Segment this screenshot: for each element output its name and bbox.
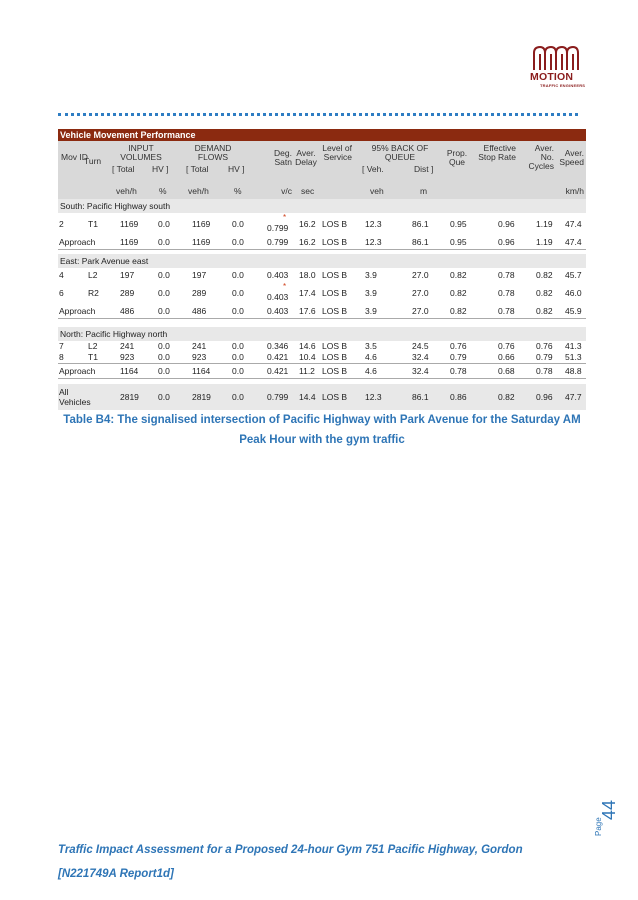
cell-mov: 6 xyxy=(59,288,64,298)
cell-veh: 12.3 xyxy=(365,392,382,402)
cell-veh: 3.9 xyxy=(365,270,377,280)
cell-cyc: 0.82 xyxy=(536,270,553,280)
cell-in-hv: 0.0 xyxy=(158,288,170,298)
page-number-value: 44 xyxy=(599,799,619,820)
hdr-aver-no-cycles: Aver. No. Cycles xyxy=(528,143,554,171)
unit-delay: sec xyxy=(301,186,315,196)
cell-los: LOS B xyxy=(322,341,348,351)
hdr-deg-satn: Deg. Satn xyxy=(274,148,292,167)
hdr-effective-stop-rate: Effective Stop Rate xyxy=(478,143,516,162)
cell-in-total: 1169 xyxy=(120,237,139,247)
cell-deg: 0.799 xyxy=(267,237,289,247)
cell-que: 0.76 xyxy=(450,341,467,351)
unit-in-total: veh/h xyxy=(116,186,137,196)
dotted-divider xyxy=(58,113,578,119)
cell-deg: 0.403 xyxy=(267,306,289,316)
table-header xyxy=(58,141,586,199)
cell-dem-total: 289 xyxy=(192,288,207,298)
page-number xyxy=(590,798,620,838)
approach-row xyxy=(58,363,586,379)
table-row xyxy=(58,341,586,352)
critical-star: * xyxy=(283,282,287,291)
cell-los: LOS B xyxy=(322,270,348,280)
cell-cyc: 0.76 xyxy=(536,341,553,351)
cell-cyc: 1.19 xyxy=(536,219,553,229)
cell-turn: T1 xyxy=(88,219,98,229)
footer-reference: [N221749A Report1d] xyxy=(58,868,174,880)
cell-cyc: 0.78 xyxy=(536,366,553,376)
cell-dem-hv: 0.0 xyxy=(232,219,244,229)
cell-delay: 14.6 xyxy=(299,341,316,351)
hdr-veh: [ Veh. xyxy=(362,164,384,174)
unit-dem-total: veh/h xyxy=(188,186,209,196)
cell-in-total: 486 xyxy=(120,306,135,316)
cell-deg: 0.799 xyxy=(267,392,289,402)
cell-delay: 16.2 xyxy=(299,237,316,247)
hdr-dem-hv: HV ] xyxy=(228,164,245,174)
cell-dist: 32.4 xyxy=(412,352,429,362)
hdr-in-hv: HV ] xyxy=(152,164,169,174)
cell-dem-hv: 0.0 xyxy=(232,341,244,351)
cell-speed: 41.3 xyxy=(565,341,582,351)
logo-wordmark: MOTION xyxy=(530,71,574,83)
cell-deg: 0.403 xyxy=(267,292,289,302)
cell-turn: T1 xyxy=(88,352,98,362)
hdr-prop-que: Prop. Que xyxy=(446,148,468,167)
cell-cyc: 1.19 xyxy=(536,237,553,247)
cell-dist: 86.1 xyxy=(412,237,429,247)
cell-speed: 47.4 xyxy=(565,237,582,247)
cell-stop: 0.66 xyxy=(498,352,515,362)
cell-delay: 10.4 xyxy=(299,352,316,362)
cell-dem-hv: 0.0 xyxy=(232,288,244,298)
cell-delay: 18.0 xyxy=(299,270,316,280)
cell-dist: 86.1 xyxy=(412,219,429,229)
cell-cyc: 0.96 xyxy=(536,392,553,402)
cell-dist: 24.5 xyxy=(412,341,429,351)
cell-turn: R2 xyxy=(88,288,99,298)
cell-deg: 0.403 xyxy=(267,270,289,280)
section-heading: East: Park Avenue east xyxy=(58,254,586,268)
cell-in-hv: 0.0 xyxy=(158,237,170,247)
cell-dem-hv: 0.0 xyxy=(232,306,244,316)
cell-dem-total: 2819 xyxy=(192,392,211,402)
cell-in-hv: 0.0 xyxy=(158,352,170,362)
cell-que: 0.86 xyxy=(450,392,467,402)
cell-que: 0.95 xyxy=(450,219,467,229)
cell-que: 0.82 xyxy=(450,270,467,280)
cell-in-hv: 0.0 xyxy=(158,341,170,351)
cell-in-total: 289 xyxy=(120,288,135,298)
table-caption xyxy=(58,410,586,450)
motion-logo-icon xyxy=(532,45,580,71)
cell-in-total: 1164 xyxy=(120,366,139,376)
cell-speed: 48.8 xyxy=(565,366,582,376)
cell-turn: L2 xyxy=(88,341,98,351)
cell-in-hv: 0.0 xyxy=(158,306,170,316)
cell-label: Approach xyxy=(59,237,96,247)
footer-title: Traffic Impact Assessment for a Proposed 24-hour Gym 751 Pacific Highway, Gordon xyxy=(58,844,523,856)
cell-veh: 12.3 xyxy=(365,237,382,247)
cell-deg: 0.421 xyxy=(267,366,289,376)
all-vehicles-row xyxy=(58,384,586,410)
cell-los: LOS B xyxy=(322,352,348,362)
cell-delay: 11.2 xyxy=(299,366,315,376)
cell-turn: L2 xyxy=(88,270,98,280)
cell-dem-total: 1169 xyxy=(192,237,211,247)
cell-mov: 2 xyxy=(59,219,64,229)
cell-mov: 8 xyxy=(59,352,64,362)
cell-cyc: 0.79 xyxy=(536,352,553,362)
cell-veh: 12.3 xyxy=(365,219,382,229)
cell-veh: 4.6 xyxy=(365,366,377,376)
cell-in-hv: 0.0 xyxy=(158,270,170,280)
hdr-in-total: [ Total xyxy=(112,164,135,174)
spacer xyxy=(58,319,586,327)
cell-dist: 27.0 xyxy=(412,306,429,316)
unit-veh: veh xyxy=(370,186,384,196)
page-label: Page xyxy=(594,817,603,836)
cell-dem-hv: 0.0 xyxy=(232,352,244,362)
approach-row xyxy=(58,235,586,250)
unit-dem-hv: % xyxy=(234,186,242,196)
cell-los: LOS B xyxy=(322,366,348,376)
table-row xyxy=(58,213,586,235)
cell-deg: 0.346 xyxy=(267,341,289,351)
cell-los: LOS B xyxy=(322,219,348,229)
table-row xyxy=(58,268,586,282)
unit-speed: km/h xyxy=(565,186,584,196)
cell-stop: 0.96 xyxy=(498,237,515,247)
cell-stop: 0.76 xyxy=(498,341,515,351)
hdr-aver-delay: Aver. Delay xyxy=(295,148,317,167)
cell-stop: 0.78 xyxy=(498,306,515,316)
cell-cyc: 0.82 xyxy=(536,288,553,298)
cell-los: LOS B xyxy=(322,306,348,316)
cell-dem-hv: 0.0 xyxy=(232,366,244,376)
cell-stop: 0.96 xyxy=(498,219,515,229)
cell-in-hv: 0.0 xyxy=(158,219,170,229)
cell-delay: 17.6 xyxy=(299,306,316,316)
cell-speed: 45.7 xyxy=(565,270,582,280)
hdr-demand-flows: DEMAND FLOWS xyxy=(194,143,232,162)
cell-veh: 3.5 xyxy=(365,341,377,351)
cell-deg: 0.799 xyxy=(267,223,289,233)
cell-speed: 46.0 xyxy=(565,288,582,298)
caption-line-1: Table B4: The signalised intersection of Pacific Highway with Park Avenue for the Saturday AM xyxy=(63,414,581,426)
unit-in-hv: % xyxy=(159,186,167,196)
cell-stop: 0.78 xyxy=(498,270,515,280)
cell-dem-total: 1169 xyxy=(192,219,211,229)
cell-in-total: 1169 xyxy=(120,219,139,229)
section-heading: South: Pacific Highway south xyxy=(58,199,586,213)
cell-que: 0.82 xyxy=(450,288,467,298)
cell-dem-hv: 0.0 xyxy=(232,237,244,247)
cell-que: 0.82 xyxy=(450,306,467,316)
cell-que: 0.78 xyxy=(450,366,467,376)
cell-dem-total: 923 xyxy=(192,352,207,362)
company-logo xyxy=(530,45,586,93)
caption-line-2: Peak Hour with the gym traffic xyxy=(239,434,405,446)
cell-dem-total: 197 xyxy=(192,270,207,280)
cell-in-total: 2819 xyxy=(120,392,139,402)
cell-label: Approach xyxy=(59,366,96,376)
cell-in-hv: 0.0 xyxy=(158,366,170,376)
cell-dem-hv: 0.0 xyxy=(232,270,244,280)
cell-stop: 0.68 xyxy=(498,366,515,376)
cell-in-hv: 0.0 xyxy=(158,392,170,402)
cell-dist: 32.4 xyxy=(412,366,429,376)
cell-in-total: 923 xyxy=(120,352,135,362)
cell-stop: 0.82 xyxy=(498,392,515,402)
cell-stop: 0.78 xyxy=(498,288,515,298)
table-title: Vehicle Movement Performance xyxy=(58,129,586,141)
cell-in-total: 197 xyxy=(120,270,135,280)
logo-subtitle: TRAFFIC ENGINEERS xyxy=(540,83,586,88)
unit-deg: v/c xyxy=(281,186,292,196)
section-heading: North: Pacific Highway north xyxy=(58,327,586,341)
cell-los: LOS B xyxy=(322,392,348,402)
cell-dist: 86.1 xyxy=(412,392,429,402)
cell-speed: 47.7 xyxy=(565,392,582,402)
cell-delay: 16.2 xyxy=(299,219,316,229)
cell-dem-total: 486 xyxy=(192,306,207,316)
cell-cyc: 0.82 xyxy=(536,306,553,316)
cell-deg: 0.421 xyxy=(267,352,289,362)
unit-dist: m xyxy=(420,186,428,196)
cell-dem-total: 1164 xyxy=(192,366,211,376)
cell-delay: 14.4 xyxy=(299,392,316,402)
cell-los: LOS B xyxy=(322,237,348,247)
hdr-dem-total: [ Total xyxy=(186,164,209,174)
cell-mov: 7 xyxy=(59,341,64,351)
critical-star: * xyxy=(283,213,287,222)
cell-speed: 45.9 xyxy=(565,306,582,316)
hdr-input-volumes: INPUT VOLUMES xyxy=(120,143,162,162)
cell-los: LOS B xyxy=(322,288,348,298)
cell-que: 0.79 xyxy=(450,352,467,362)
cell-dist: 27.0 xyxy=(412,270,429,280)
approach-row xyxy=(58,304,586,319)
hdr-turn: Turn xyxy=(84,156,102,166)
cell-veh: 4.6 xyxy=(365,352,377,362)
vehicle-movement-table xyxy=(58,129,586,410)
cell-dem-total: 241 xyxy=(192,341,207,351)
cell-label: Approach xyxy=(59,306,96,316)
cell-label: All Vehicles xyxy=(59,387,91,407)
hdr-dist: Dist ] xyxy=(414,164,434,174)
hdr-aver-speed: Aver. Speed xyxy=(559,148,584,167)
hdr-mov-id: Mov ID xyxy=(61,152,88,162)
cell-dist: 27.0 xyxy=(412,288,429,298)
table-row xyxy=(58,352,586,363)
cell-veh: 3.9 xyxy=(365,288,377,298)
cell-delay: 17.4 xyxy=(299,288,316,298)
cell-in-total: 241 xyxy=(120,341,135,351)
cell-mov: 4 xyxy=(59,270,64,280)
cell-veh: 3.9 xyxy=(365,306,377,316)
hdr-back-of-queue: 95% BACK OF QUEUE xyxy=(371,143,429,162)
page-footer xyxy=(58,838,523,886)
hdr-level-of-service: Level of Service xyxy=(322,143,352,162)
cell-speed: 51.3 xyxy=(565,352,582,362)
cell-dem-hv: 0.0 xyxy=(232,392,244,402)
table-row xyxy=(58,282,586,304)
cell-speed: 47.4 xyxy=(565,219,582,229)
cell-que: 0.95 xyxy=(450,237,467,247)
